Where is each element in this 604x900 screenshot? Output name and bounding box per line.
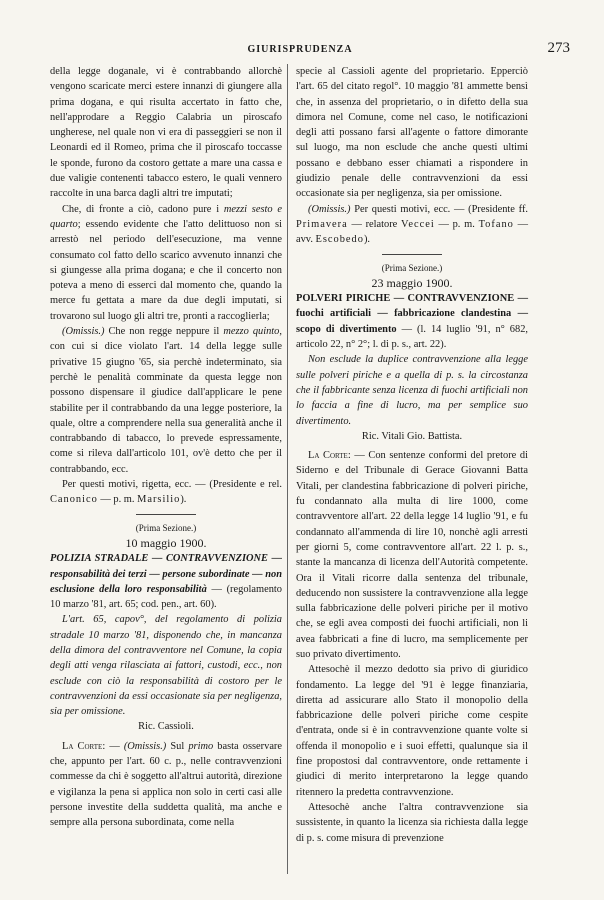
text-run: ). bbox=[363, 234, 370, 246]
running-head: GIURISPRUDENZA bbox=[247, 44, 353, 55]
italic-run: mezzo quinto bbox=[223, 326, 280, 338]
case-maxim: L'art. 65, capov°, del regolamento di polizia stradale 10 marzo '81, disponendo che, in mancanza della dimora del contravventore nel Comune, la copia degli atti venga rilasciata ai fattori, custodi, ecc., non esclude con ciò la responsabilità di costoro per le contravvenzioni da essi occasionate sia per negligenza, sia per omissione. bbox=[50, 614, 282, 718]
decision-date: 10 maggio 1900. bbox=[125, 535, 207, 550]
paragraph bbox=[50, 202, 282, 324]
case-maxim: Non esclude la duplice contravvenzione alla legge sulle polveri piriche e a quella di p. s. la circostanza che il fabbricante senza licenza di fuochi artificiali non lo faccia a fine di lucro, ma per semplice suo divertimento. bbox=[296, 354, 528, 427]
paragraph: specie al Cassioli agente del proprietario. Eppercіò l'art. 65 del citato regol°. 10 maggio '81 ammette bensì che, in assenza del proprietario, o in difetto della sua dimora nel Comune, come nel caso, le notificazioni degli atti possano farsi all'agente o fattore dimorante sul luogo, ma non esclude che anche questi ultimi possano e debbano esser chiamati a rispondere in giudizio penale delle contravvenzioni da essi occasionate sia per negligenza, sia per omissione. bbox=[296, 66, 528, 200]
paragraph bbox=[50, 739, 282, 831]
left-column bbox=[50, 64, 282, 831]
heading-bold: POLVERI PIRICHE — CONTRAVVENZIONE — fuochi artificiali — fabbricazione clandestina — scopo di divertimento bbox=[296, 293, 528, 335]
page-header bbox=[30, 40, 570, 62]
text-run: basta osservare che, appunto per l'art. 60 c. p., nelle contravvenzioni commesse da chi è soggetto all'altrui autorità, direzione e vigilanza la pena si applica non solo in certi casi alle persone investite della suddetta qualità, ma anche e sempre alla persona subordinata, come nella bbox=[50, 740, 282, 829]
appellant: Ric. Vitali Gio. Battista. bbox=[361, 430, 463, 442]
paragraph: Attesochè anche l'altra contravvenzione sia sussistente, in quanto la licenza sia richiesta dalla legge di p. s. come misura di prevenzione bbox=[296, 801, 528, 844]
paragraph: Attesochè il mezzo dedotto sia privo di giuridico fondamento. La legge del '91 è legge finanziaria, diretta ad assicurare allo Stato il monopolio della fabbricazione delle polveri piriche come cespite d'entrata, onde si è in contravvenzione quante volte si offenda il monopolio e i suoi effetti, qualunque sia il fine propostosi dal contravventore, onde rettamente i giudici di merito interpretarono la legge quando ritennero la predetta contravvenzione. bbox=[296, 664, 528, 798]
name-run: Tofano bbox=[478, 218, 514, 230]
text-run: Per questi motivi, ecc. — (Presidente ff. bbox=[350, 203, 528, 215]
heading-ref: — (regolamento 10 marzo '81, art. 65; cod. pen., art. 60). bbox=[50, 583, 282, 611]
case-heading bbox=[50, 551, 282, 612]
text-run: : — Con sentenze conformi del pretore di Siderno e del Tribunale di Gerace Giovanni Batta Vitali, per clandestina fabbricazione di polveri piriche, fu condannato alla multa di lire 1000, come contravventore all'art. 22 della legge 14 luglio '91, e fu condannato all'ammenda di lire 10, nonchè agli arresti per giorni 5, come contravventore all'art. 22 l. p. s., stante la mancanza di licenza dell'Autorità competente. Ora il Vitali ricorre dalla sentenza del tribunale, deducendo non sussistere la contravvenzione alla legge sulla fabbricazione delle polveri piriche per il motivo che, se egli avea composti dei fuochi artificiali, non li avea fabbricati a fine di lucro, ma semplicemente per suo privato divertimento. bbox=[296, 450, 528, 660]
italic-run: (Omissis.) bbox=[308, 203, 351, 215]
name-run: Veccei bbox=[401, 218, 435, 230]
text-run: — avv. bbox=[296, 218, 528, 246]
section-label: (Prima Sezione.) bbox=[381, 262, 443, 273]
text-run: — relatore bbox=[347, 218, 402, 230]
page-number: 273 bbox=[547, 40, 570, 56]
italic-run: (Omissis.) bbox=[123, 740, 167, 752]
case-heading bbox=[296, 291, 528, 352]
decision-date: 23 maggio 1900. bbox=[371, 275, 453, 290]
heading-ref: — (l. 14 luglio '91, n° 682, articolo 22, n° 2°; l. di p. s., art. 22). bbox=[296, 323, 528, 351]
italic-run: mezzi sesto e quarto bbox=[50, 203, 282, 230]
paragraph bbox=[296, 202, 528, 248]
paragraph bbox=[50, 324, 282, 477]
court-name: La Corte bbox=[62, 740, 103, 752]
section-label: (Prima Sezione.) bbox=[135, 522, 197, 533]
text-run: Che non regge neppure il bbox=[104, 326, 224, 338]
text-run: ). bbox=[180, 494, 187, 506]
section-rule bbox=[136, 514, 196, 515]
right-column bbox=[296, 64, 528, 846]
name-run: Marsilio bbox=[137, 494, 181, 506]
text-run: , con cui si dice violato l'art. 14 della legge sulle privative 15 giugno '65, sia perchè indeterminato, sia perchè le penalità comminate da questa legge non possono dispensare il giudice dall'applicare le pene stabilite per il contrabbando da una legge posteriore, la quale, oltre a comprendere nella sua generalità anche il contrabbando di tabacco, lo prevede espressamente, come si rileva dall'articolo 101, ov'è detto che per il contrabbando, ecc. bbox=[50, 326, 282, 475]
text-run: — p. m. bbox=[97, 494, 138, 506]
court-name: La Corte bbox=[308, 450, 348, 462]
appellant: Ric. Cassioli. bbox=[138, 721, 194, 733]
text-run: ; essendo evidente che l'atto delittuoso non si arrestò nel periodo dell'esecuzione, ma venne consumato col fatto dello scarico avvenuto innanzi che si giungesse alla prima dogana; e che il concerto non poteva a meno di esserci dal momento che, quando la merce fu gettata a mare da due degli imputati, si trovarono sul luogo gli altri tre, pronti a raccoglierla; bbox=[50, 218, 282, 322]
name-run: Primavera bbox=[296, 218, 348, 230]
italic-run: primo bbox=[188, 740, 214, 752]
text-run: Che, di fronte a ciò, cadono pure i bbox=[62, 203, 224, 215]
text-run: : — bbox=[102, 740, 124, 752]
text-run: — p. m. bbox=[434, 218, 479, 230]
name-run: Canonico bbox=[50, 494, 98, 506]
column-divider bbox=[287, 64, 288, 874]
text-run: Per questi motivi, rigetta, ecc. — (Presidente e rel. bbox=[62, 479, 282, 491]
section-rule bbox=[382, 254, 442, 255]
paragraph: della legge doganale, vi è contrabbando allorchè vengono scaricate merci estere innanzi di giungere alla prima dogana, e qui risulta accertato in fatto che, nell'approdare a Reggio Calabria un piroscafo ungherese, nel quale non vi era di passeggieri se non il Leonardi ed il Romeo, prima che il piroscafo toccasse le sponde, furono da costoro gettate a mare una cassa e due valigie contenenti tabacco estero, le quali vennero raccolte in una barca dagli altri tre imputati; bbox=[50, 66, 282, 200]
paragraph bbox=[50, 477, 282, 508]
name-run: Escobedo bbox=[315, 234, 364, 246]
paragraph bbox=[296, 448, 528, 662]
text-run: Sul bbox=[166, 740, 189, 752]
italic-run: (Omissis.) bbox=[62, 326, 105, 338]
heading-bold: POLIZIA STRADALE — CONTRAVVENZIONE — responsabilità dei terzi — persone subordinate — non esclusione della loro responsabilità bbox=[50, 553, 282, 595]
